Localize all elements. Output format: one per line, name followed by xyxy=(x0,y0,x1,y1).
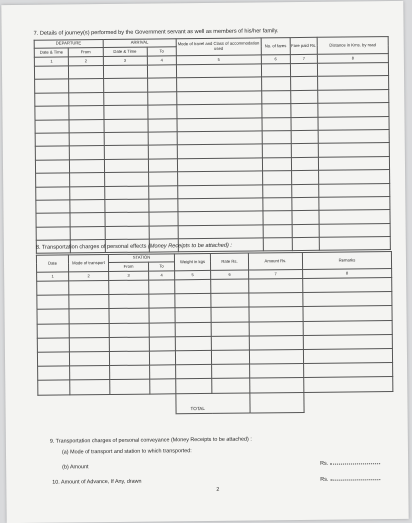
blank-cell[interactable] xyxy=(261,64,291,78)
blank-cell[interactable] xyxy=(319,237,390,251)
rate-header: Rate Rs. xyxy=(210,253,248,270)
blank-cell[interactable] xyxy=(178,225,263,239)
blank-cell[interactable] xyxy=(178,184,263,198)
blank-cell[interactable] xyxy=(177,104,262,118)
blank-cell[interactable] xyxy=(291,157,318,171)
blank-cell[interactable] xyxy=(263,238,293,252)
blank-cell[interactable] xyxy=(249,278,303,293)
blank-cell[interactable] xyxy=(109,337,149,352)
departure-from-header: From xyxy=(69,48,103,57)
blank-cell[interactable] xyxy=(69,66,103,80)
blank-cell[interactable] xyxy=(70,159,104,173)
remarks-header: Remarks xyxy=(302,252,391,270)
blank-cell[interactable] xyxy=(37,295,69,310)
blank-cell[interactable] xyxy=(263,211,293,225)
blank-cell[interactable] xyxy=(177,131,262,145)
blank-cell[interactable] xyxy=(175,308,211,323)
blank-cell[interactable] xyxy=(70,146,104,160)
blank-cell[interactable] xyxy=(38,366,70,381)
fare-paid-header: Fare paid Rs. xyxy=(290,37,317,54)
arrival-header: ARRIVAL xyxy=(103,39,177,48)
col-number: 8 xyxy=(303,269,392,279)
blank-cell[interactable] xyxy=(303,292,392,307)
blank-cell[interactable] xyxy=(319,210,390,224)
blank-cell[interactable] xyxy=(177,91,262,105)
blank-cell[interactable] xyxy=(177,158,262,172)
mode-of-travel-header: Mode of travel and Class of accommodation used xyxy=(176,38,261,56)
col-number: 4 xyxy=(147,56,176,65)
blank-cell[interactable] xyxy=(304,363,393,378)
blank-cell[interactable] xyxy=(148,159,178,173)
page-number: 2 xyxy=(216,486,220,493)
blank-cell[interactable] xyxy=(109,280,149,295)
blank-cell[interactable] xyxy=(147,65,177,79)
blank-cell[interactable] xyxy=(104,145,148,159)
station-from-header: From xyxy=(109,262,149,271)
section10-title: 10. Amount of Advance, If Any, drawn xyxy=(52,478,142,486)
blank-cell[interactable] xyxy=(318,130,389,144)
blank-cell[interactable] xyxy=(262,197,292,211)
blank-cell[interactable] xyxy=(292,237,319,251)
blank-cell[interactable] xyxy=(103,65,147,79)
blank-cell[interactable] xyxy=(105,212,149,226)
blank-cell[interactable] xyxy=(211,350,249,365)
blank-cell[interactable] xyxy=(150,365,176,379)
blank-cell[interactable] xyxy=(104,132,148,146)
blank-cell[interactable] xyxy=(35,119,69,133)
blank-cell[interactable] xyxy=(69,309,109,324)
date-header: Date xyxy=(36,255,68,272)
blank-cell[interactable] xyxy=(70,380,110,395)
blank-cell[interactable] xyxy=(291,103,318,117)
blank-cell[interactable] xyxy=(318,103,389,117)
blank-cell[interactable] xyxy=(249,293,303,308)
blank-cell[interactable] xyxy=(148,145,178,159)
blank-cell[interactable] xyxy=(261,90,291,104)
blank-cell[interactable] xyxy=(35,93,69,107)
blank-cell[interactable] xyxy=(177,64,262,78)
section9-item-a: (a) Mode of transport and station to which transported: xyxy=(61,448,192,456)
blank-cell[interactable] xyxy=(304,377,393,392)
col-number: 6 xyxy=(211,270,249,279)
blank-cell[interactable] xyxy=(178,211,263,225)
blank-cell[interactable] xyxy=(36,227,70,241)
no-of-fares-header: No. of fares xyxy=(261,38,291,55)
blank-cell[interactable] xyxy=(36,213,70,227)
blank-cell[interactable] xyxy=(318,143,389,157)
col-number: 1 xyxy=(37,272,69,281)
blank-cell[interactable] xyxy=(250,378,304,393)
blank-cell[interactable] xyxy=(211,293,249,308)
section7-title: 7. Details of journey(s) performed by the Government servant as well as members of his/her family. xyxy=(33,28,279,37)
col-number: 1 xyxy=(34,57,68,66)
departure-date-header: Date & Time xyxy=(34,48,68,57)
blank-cell[interactable] xyxy=(37,309,69,324)
blank-cell[interactable] xyxy=(149,199,179,213)
blank-cell[interactable] xyxy=(175,336,211,351)
blank-cell[interactable] xyxy=(70,199,104,213)
blank-cell[interactable] xyxy=(249,307,303,322)
blank-cell[interactable] xyxy=(211,322,249,337)
blank-cell[interactable] xyxy=(211,307,249,322)
blank-cell[interactable] xyxy=(318,156,389,170)
blank-cell[interactable] xyxy=(303,348,392,363)
blank-cell[interactable] xyxy=(292,211,319,225)
blank-cell[interactable] xyxy=(104,199,148,213)
blank-cell[interactable] xyxy=(149,294,175,308)
blank-cell[interactable] xyxy=(212,378,250,393)
weight-header: Weight in kgs xyxy=(174,253,210,270)
blank-cell[interactable] xyxy=(318,89,389,103)
blank-cell[interactable] xyxy=(148,118,178,132)
blank-cell[interactable] xyxy=(178,171,263,185)
blank-cell[interactable] xyxy=(104,172,148,186)
blank-cell[interactable] xyxy=(36,173,70,187)
blank-cell[interactable] xyxy=(34,66,68,80)
blank-cell[interactable] xyxy=(109,351,149,366)
blank-cell[interactable] xyxy=(211,279,249,294)
col-number: 3 xyxy=(103,56,147,65)
blank-cell[interactable] xyxy=(37,281,69,296)
blank-cell[interactable] xyxy=(175,322,211,337)
col-number: 4 xyxy=(149,271,175,280)
blank-cell[interactable] xyxy=(262,184,292,198)
blank-cell[interactable] xyxy=(104,186,148,200)
blank-cell[interactable] xyxy=(148,105,178,119)
blank-cell[interactable] xyxy=(149,308,175,322)
amount-blank[interactable] xyxy=(330,458,380,465)
blank-cell[interactable] xyxy=(290,63,317,77)
col-number: 7 xyxy=(290,54,317,63)
blank-cell[interactable] xyxy=(148,185,178,199)
blank-cell[interactable] xyxy=(177,144,262,158)
blank-cell[interactable] xyxy=(36,200,70,214)
personal-effects-table xyxy=(36,251,394,415)
currency-label: Rs. xyxy=(320,476,329,483)
total-label: TOTAL xyxy=(176,393,250,414)
blank-cell[interactable] xyxy=(261,104,291,118)
blank-cell[interactable] xyxy=(175,279,211,294)
arrival-date-header: Date & Time xyxy=(103,47,147,56)
blank-cell[interactable] xyxy=(35,106,69,120)
blank-cell[interactable] xyxy=(262,144,292,158)
blank-cell[interactable] xyxy=(35,79,69,93)
blank-cell[interactable] xyxy=(38,380,70,395)
blank-cell[interactable] xyxy=(109,308,149,323)
col-number: 6 xyxy=(261,55,290,64)
blank-cell[interactable] xyxy=(319,223,390,237)
blank-cell[interactable] xyxy=(317,76,388,90)
advance-blank[interactable] xyxy=(330,474,380,481)
blank-cell[interactable] xyxy=(69,92,103,106)
blank-cell[interactable] xyxy=(149,322,175,336)
section10-amount-field[interactable] xyxy=(320,474,380,483)
blank-cell[interactable] xyxy=(104,119,148,133)
blank-cell[interactable] xyxy=(303,334,392,349)
blank-cell[interactable] xyxy=(262,171,292,185)
blank-cell[interactable] xyxy=(69,106,103,120)
blank-cell[interactable] xyxy=(35,133,69,147)
blank-cell[interactable] xyxy=(263,224,293,238)
blank-cell[interactable] xyxy=(69,295,109,310)
blank-cell[interactable] xyxy=(70,366,110,381)
section8-title-text: 8. Transportation charges of personal effects xyxy=(35,243,147,251)
section9-amount-field[interactable] xyxy=(320,458,380,467)
blank-cell[interactable] xyxy=(149,225,179,239)
blank-cell[interactable] xyxy=(292,170,319,184)
blank-cell[interactable] xyxy=(292,224,319,238)
blank-cell[interactable] xyxy=(147,92,177,106)
blank-cell[interactable] xyxy=(175,294,211,309)
blank-cell[interactable] xyxy=(249,349,303,364)
blank-cell[interactable] xyxy=(291,117,318,131)
blank-cell[interactable] xyxy=(105,226,149,240)
blank-cell[interactable] xyxy=(303,320,392,335)
col-number: 8 xyxy=(317,54,388,64)
blank-cell[interactable] xyxy=(110,379,150,394)
blank-cell[interactable] xyxy=(69,79,103,93)
blank-cell[interactable] xyxy=(109,323,149,338)
blank-cell[interactable] xyxy=(148,172,178,186)
blank-cell[interactable] xyxy=(70,213,104,227)
blank-cell[interactable] xyxy=(177,117,262,131)
blank-cell[interactable] xyxy=(35,160,69,174)
blank-cell[interactable] xyxy=(147,78,177,92)
distance-header: Distance in Kms. by road xyxy=(317,37,388,55)
blank-cell[interactable] xyxy=(149,351,175,365)
blank-cell[interactable] xyxy=(104,159,148,173)
blank-cell[interactable] xyxy=(291,130,318,144)
blank-cell[interactable] xyxy=(291,77,318,91)
blank-cell[interactable] xyxy=(149,337,175,351)
currency-label: Rs. xyxy=(320,460,329,467)
blank-cell[interactable] xyxy=(150,379,176,393)
blank-cell[interactable] xyxy=(35,146,69,160)
col-number: 5 xyxy=(176,55,261,65)
form-page xyxy=(1,1,408,523)
section8-note: (Money Receipts to be attached) : xyxy=(147,242,232,250)
total-amount-cell[interactable] xyxy=(250,392,304,413)
blank-cell[interactable] xyxy=(70,186,104,200)
blank-cell[interactable] xyxy=(249,335,303,350)
blank-cell[interactable] xyxy=(176,379,212,394)
blank-cell[interactable] xyxy=(262,131,292,145)
blank-cell[interactable] xyxy=(103,78,147,92)
blank-cell[interactable] xyxy=(176,365,212,380)
blank-cell[interactable] xyxy=(69,281,109,296)
section9-item-b: (b) Amount xyxy=(62,464,89,471)
blank-cell[interactable] xyxy=(37,338,69,353)
blank-cell[interactable] xyxy=(149,280,175,294)
blank-cell[interactable] xyxy=(69,337,109,352)
total-remarks-spacer xyxy=(304,391,393,412)
col-number: 3 xyxy=(109,271,149,280)
section9-title: 9. Transportation charges of personal conveyance (Money Receipts to be attached) : xyxy=(49,436,252,445)
departure-header: DEPARTURE xyxy=(34,40,103,49)
blank-cell[interactable] xyxy=(70,173,104,187)
blank-cell[interactable] xyxy=(70,226,104,240)
blank-cell[interactable] xyxy=(249,321,303,336)
journey-table xyxy=(34,36,391,254)
blank-cell[interactable] xyxy=(69,351,109,366)
col-number: 7 xyxy=(249,269,303,279)
blank-cell[interactable] xyxy=(103,105,147,119)
blank-cell[interactable] xyxy=(291,90,318,104)
blank-cell[interactable] xyxy=(211,336,249,351)
blank-cell[interactable] xyxy=(109,294,149,309)
col-number: 5 xyxy=(175,270,211,279)
blank-cell[interactable] xyxy=(319,183,390,197)
blank-cell[interactable] xyxy=(261,77,291,91)
station-header: STATION xyxy=(108,254,174,263)
blank-cell[interactable] xyxy=(103,92,147,106)
blank-cell[interactable] xyxy=(36,186,70,200)
blank-cell[interactable] xyxy=(178,198,263,212)
blank-cell[interactable] xyxy=(69,323,109,338)
blank-cell[interactable] xyxy=(292,184,319,198)
blank-cell[interactable] xyxy=(319,196,390,210)
blank-cell[interactable] xyxy=(177,77,262,91)
station-to-header: To xyxy=(148,262,174,271)
blank-cell[interactable] xyxy=(37,323,69,338)
amount-header: Amount Rs. xyxy=(248,252,302,270)
mode-of-transport-header: Mode of transport xyxy=(68,255,108,272)
blank-cell[interactable] xyxy=(318,170,389,184)
blank-cell[interactable] xyxy=(291,144,318,158)
blank-cell[interactable] xyxy=(303,278,392,293)
blank-cell[interactable] xyxy=(69,133,103,147)
total-spacer xyxy=(38,393,176,414)
blank-cell[interactable] xyxy=(318,116,389,130)
blank-cell[interactable] xyxy=(317,63,388,77)
blank-cell[interactable] xyxy=(148,132,178,146)
blank-cell[interactable] xyxy=(175,350,211,365)
blank-cell[interactable] xyxy=(262,117,292,131)
blank-cell[interactable] xyxy=(37,352,69,367)
blank-cell[interactable] xyxy=(110,365,150,380)
blank-cell[interactable] xyxy=(250,364,304,379)
col-number: 2 xyxy=(69,57,103,66)
blank-cell[interactable] xyxy=(149,212,179,226)
blank-cell[interactable] xyxy=(212,364,250,379)
blank-cell[interactable] xyxy=(292,197,319,211)
blank-cell[interactable] xyxy=(69,119,103,133)
blank-cell[interactable] xyxy=(262,157,292,171)
col-number: 2 xyxy=(69,272,109,281)
blank-cell[interactable] xyxy=(303,306,392,321)
arrival-to-header: To xyxy=(147,47,176,56)
